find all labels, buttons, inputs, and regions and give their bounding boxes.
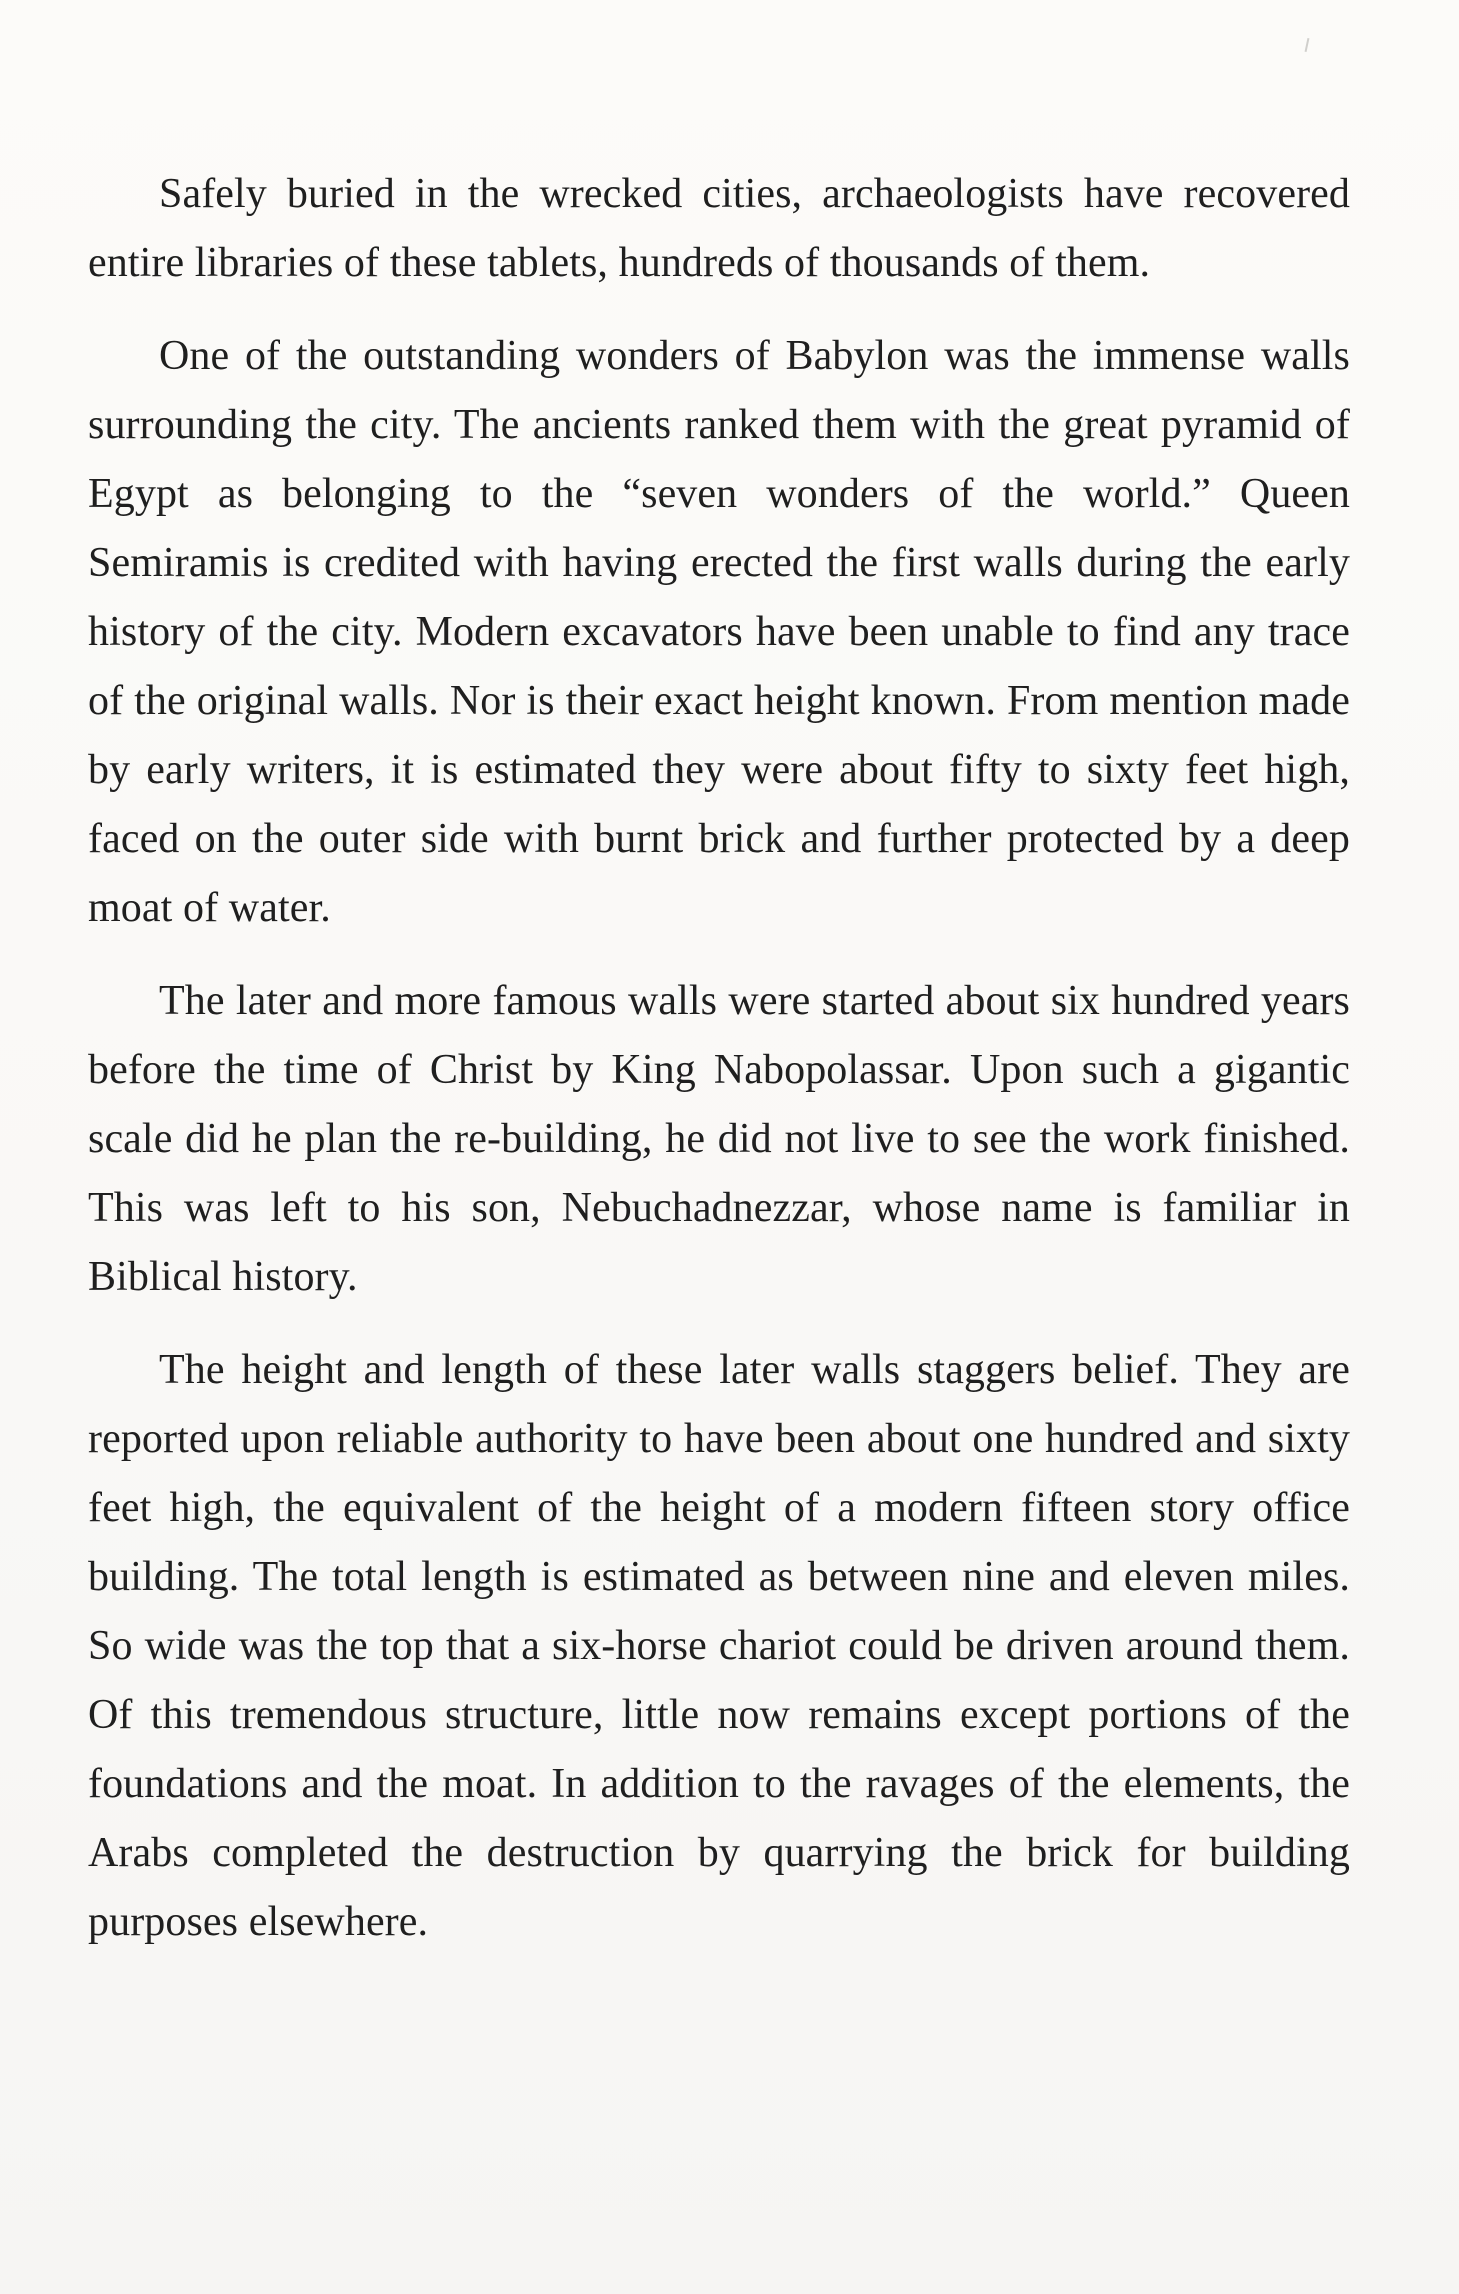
paragraph-first-walls: One of the outstanding wonders of Babylon was the immense walls surrounding the city. The ancients ranked them with the great pyramid of Egypt as belonging to the “seven wonders of the world.” Queen Semiramis is credited with having erected the first walls during the early history of the city. Modern excavators have been unable to find any trace of the original walls. Nor is their exact height known. From mention made by early writers, it is estimated they were about fifty to sixty feet high, faced on the outer side with burnt brick and further protected by a deep moat of water. <box>88 333 1350 931</box>
paragraph-wall-dimensions: The height and length of these later walls staggers belief. They are reported upon reliable authority to have been about one hundred and sixty feet high, the equivalent of the height of a modern fifteen story office building. The total length is estimated as between nine and eleven miles. So wide was the top that a six-horse chariot could be driven around them. Of this tremendous structure, little now remains except portions of the foundations and the moat. In addition to the ravages of the elements, the Arabs completed the destruction by quarrying the brick for building purposes elsewhere. <box>88 1347 1350 1945</box>
body-text <box>88 160 1350 1957</box>
paragraph-tablets: Safely buried in the wrecked cities, archaeologists have recovered entire libraries of these tablets, hundreds of thousands of them. <box>88 171 1350 286</box>
paragraph-later-walls: The later and more famous walls were started about six hundred years before the time of Christ by King Nabopolassar. Upon such a gigantic scale did he plan the re-building, he did not live to see the work finished. This was left to his son, Nebuchadnezzar, whose name is familiar in Biblical history. <box>88 978 1350 1300</box>
paper-mark <box>1305 38 1310 52</box>
